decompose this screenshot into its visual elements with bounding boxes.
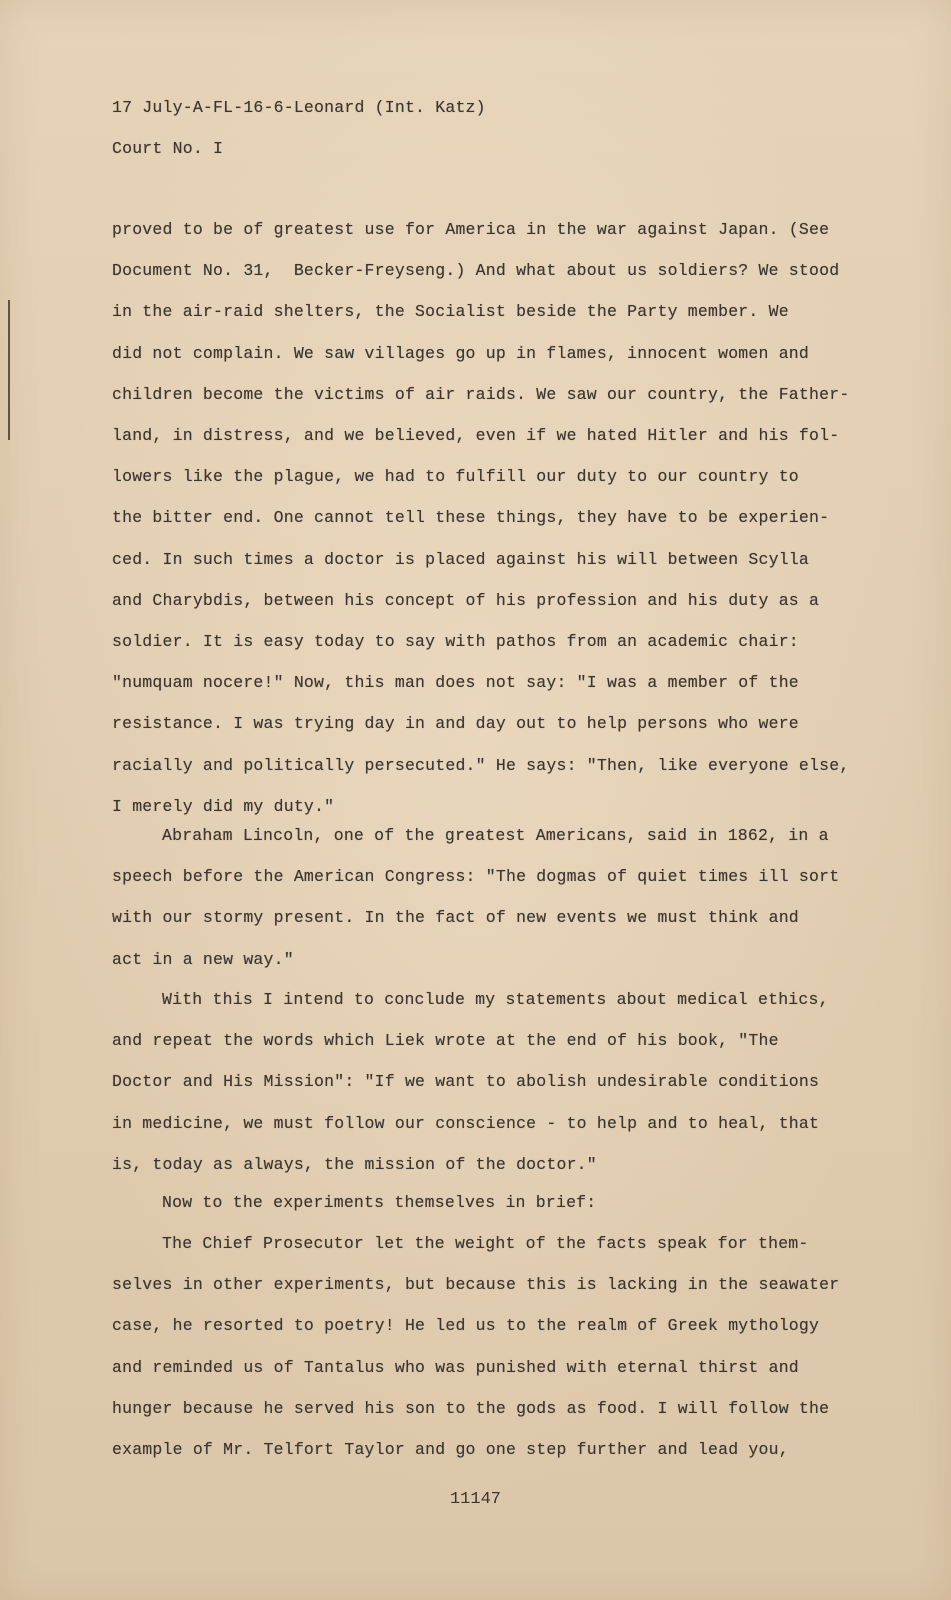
body-line: act in a new way." (112, 949, 294, 969)
body-line: children become the victims of air raids. We saw our country, the Father- (112, 384, 850, 404)
body-line: resistance. I was trying day in and day out to help persons who were (112, 714, 799, 734)
body-line: With this I intend to conclude my statements about medical ethics, (162, 990, 829, 1009)
page-number: 11147 (449, 1490, 501, 1509)
body-line: ced. In such times a doctor is placed against his will between Scylla (112, 549, 810, 569)
body-line: selves in other experiments, but because this is lacking in the seawater (112, 1275, 840, 1295)
body-line: speech before the American Congress: "The dogmas of quiet times ill sort (112, 867, 840, 887)
body-line: the bitter end. One cannot tell these things, they have to be experien- (112, 508, 830, 528)
body-line: Abraham Lincoln, one of the greatest Americans, said in 1862, in a (162, 826, 829, 845)
body-line: "numquam nocere!" Now, this man does not say: "I was a member of the (112, 673, 799, 693)
body-line: lowers like the plague, we had to fulfill our duty to our country to (112, 467, 799, 487)
body-line: is, today as always, the mission of the doctor." (112, 1154, 597, 1174)
body-line: in medicine, we must follow our conscience - to help and to heal, that (112, 1113, 820, 1133)
body-line: in the air-raid shelters, the Socialist beside the Party member. We (112, 302, 789, 322)
body-line: example of Mr. Telfort Taylor and go one step further and lead you, (112, 1440, 789, 1459)
body-line: with our stormy present. In the fact of new events we must think and (112, 908, 799, 928)
body-line: Now to the experiments themselves in brief: (162, 1193, 597, 1212)
body-line: and Charybdis, between his concept of his profession and his duty as a (112, 590, 820, 610)
body-line: I merely did my duty." (112, 796, 335, 816)
body-line: proved to be of greatest use for America in the war against Japan. (See (112, 220, 830, 239)
body-line: did not complain. We saw villages go up in flames, innocent women and (112, 343, 810, 363)
body-line: and repeat the words which Liek wrote at the end of his book, "The (112, 1031, 779, 1051)
margin-pencil-mark (8, 300, 10, 440)
body-line: Document No. 31, Becker-Freyseng.) And what about us soldiers? We stood (112, 261, 840, 281)
body-line: Doctor and His Mission": "If we want to abolish undesirable conditions (112, 1072, 820, 1092)
body-line: and reminded us of Tantalus who was punished with eternal thirst and (112, 1357, 799, 1377)
body-line: land, in distress, and we believed, even if we hated Hitler and his fol- (112, 426, 840, 445)
court-number-line: Court No. I (112, 139, 224, 158)
body-line: hunger because he served his son to the gods as food. I will follow the (112, 1398, 830, 1418)
body-line: The Chief Prosecutor let the weight of the facts speak for them- (162, 1234, 809, 1253)
body-line: racially and politically persecuted." He says: "Then, like everyone else, (112, 755, 850, 775)
body-line: soldier. It is easy today to say with pathos from an academic chair: (112, 632, 799, 651)
header-reference-line: 17 July-A-FL-16-6-Leonard (Int. Katz) (112, 98, 486, 117)
body-line: case, he resorted to poetry! He led us to the realm of Greek mythology (112, 1316, 820, 1336)
